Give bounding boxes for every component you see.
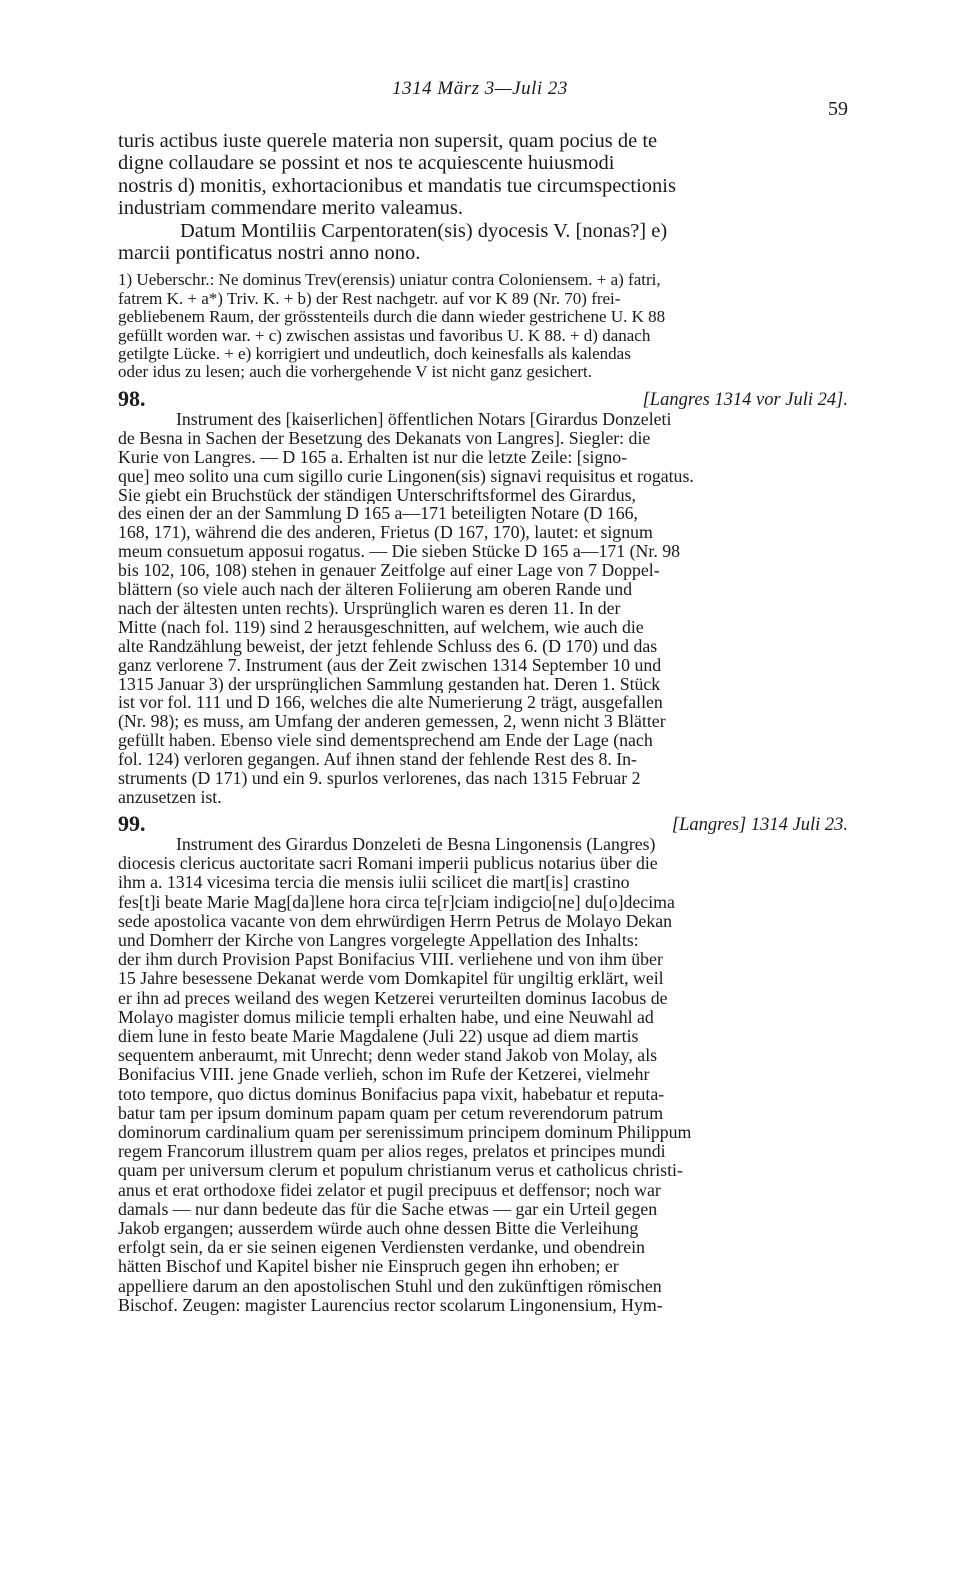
footnote-line: gebliebenem Raum, der grösstenteils durch die dann wieder gestrichene U. K 88 bbox=[118, 308, 666, 327]
regest-line: bis 102, 106, 108) stehen in genauer Zeitfolge auf einer Lage von 7 Doppel- bbox=[118, 561, 660, 581]
footnote-line: oder idus zu lesen; auch die vorhergehende V ist nicht ganz gesichert. bbox=[118, 363, 592, 382]
regest-line: des einen der an der Sammlung D 165 a—171 beteiligten Notare (D 166, bbox=[118, 504, 638, 524]
document-line: Bonifacius VIII. jene Gnade verlieh, schon im Rufe der Ketzerei, vielmehr bbox=[118, 1065, 650, 1085]
footnote-line: gefüllt worden war. + c) zwischen assistas und favoribus U. K 88. + d) danach bbox=[118, 326, 651, 345]
regest-line: meum consuetum apposui rogatus. — Die sieben Stücke D 165 a—171 (Nr. 98 bbox=[118, 542, 680, 562]
page-header bbox=[0, 78, 960, 120]
page-number: 59 bbox=[828, 98, 848, 120]
document-heading bbox=[118, 811, 848, 835]
footnotes bbox=[118, 271, 848, 381]
text-line: nostris d) monitis, exhortacionibus et mandatis tue circumspectionis bbox=[118, 174, 676, 197]
document-line: 15 Jahre besessene Dekanat werde vom Domkapitel für ungiltig erklärt, weil bbox=[118, 969, 664, 989]
text-line: industriam commendare merito valeamus. bbox=[118, 197, 463, 220]
text-line: Datum Montiliis Carpentoraten(sis) dyocesis V. [nonas?] e) bbox=[180, 219, 668, 242]
regest-line: ganz verlorene 7. Instrument (aus der Zeit zwischen 1314 September 10 und bbox=[118, 655, 662, 675]
document-heading bbox=[118, 386, 848, 410]
regest-line: anzusetzen ist. bbox=[118, 788, 222, 807]
footnote-line: 1) Ueberschr.: Ne dominus Trev(erensis) uniatur contra Coloniensem. + a) fatri, bbox=[118, 271, 661, 290]
document-line: diocesis clericus auctoritate sacri Romani imperii publicus notarius über die bbox=[118, 854, 658, 874]
document-number: 98. bbox=[118, 385, 146, 411]
document-line: Jakob ergangen; ausserdem würde auch ohne dessen Bitte die Verleihung bbox=[118, 1218, 639, 1238]
document-line: toto tempore, quo dictus dominus Bonifacius papa vixit, habebatur et reputa- bbox=[118, 1084, 665, 1104]
document-line: Instrument des Girardus Donzeleti de Besna Lingonensis (Langres) bbox=[176, 834, 656, 854]
document-line: Molayo magister domus milicie templi erhalten habe, und eine Neuwahl ad bbox=[118, 1007, 654, 1027]
regest-line: struments (D 171) und ein 9. spurlos verlorenes, das nach 1315 Februar 2 bbox=[118, 769, 641, 788]
document-number: 99. bbox=[118, 810, 146, 836]
document-line: anus et erat orthodoxe fidei zelator et pugil precipuus et deffensor; noch war bbox=[118, 1180, 661, 1200]
regest-line: 1315 Januar 3) der ursprünglichen Sammlung gestanden hat. Deren 1. Stück bbox=[118, 674, 661, 694]
regest-line: de Besna in Sachen der Besetzung des Dekanats von Langres]. Siegler: die bbox=[118, 428, 651, 448]
document-line: Bischof. Zeugen: magister Laurencius rector scolarum Lingonensium, Hym- bbox=[118, 1295, 663, 1315]
document-line: quam per universum clerum et populum christianum verus et catholicus christi- bbox=[118, 1161, 683, 1181]
regest-line: (Nr. 98); es muss, am Umfang der anderen gemessen, 2, wenn nicht 3 Blätter bbox=[118, 712, 666, 732]
document-line: appelliere darum an den apostolischen Stuhl und den zukünftigen römischen bbox=[118, 1276, 662, 1296]
regest-line: Mitte (nach fol. 119) sind 2 herausgeschnitten, auf welchem, wie auch die bbox=[118, 617, 644, 637]
page-body bbox=[118, 130, 848, 1315]
document-line: der ihm durch Provision Papst Bonifacius VIII. verliehene und von ihm über bbox=[118, 950, 663, 970]
document-line: regem Francorum illustrem quam per alios reges, prelatos et principes mundi bbox=[118, 1142, 666, 1162]
regest-line: ist vor fol. 111 und D 166, welches die alte Numerierung 2 trägt, ausgefallen bbox=[118, 693, 663, 713]
document-line: hätten Bischof und Kapitel bisher nie Einspruch gegen ihn erhoben; er bbox=[118, 1257, 619, 1277]
regest-line: Instrument des [kaiserlichen] öffentlichen Notars [Girardus Donzeleti bbox=[176, 409, 672, 429]
regest-line: alte Randzählung beweist, der jetzt fehlende Schluss des 6. (D 170) und das bbox=[118, 636, 658, 656]
main-text bbox=[118, 130, 848, 264]
document-98 bbox=[118, 386, 848, 807]
document-line: erfolgt sein, da er sie seinen eigenen Verdiensten verdanke, und obendrein bbox=[118, 1238, 645, 1258]
document-line: batur tam per ipsum dominum papam quam per cetum reverendorum patrum bbox=[118, 1103, 664, 1123]
document-line: sede apostolica vacante von dem ehrwürdigen Herrn Petrus de Molayo Dekan bbox=[118, 911, 672, 931]
document-line: ihm a. 1314 vicesima tercia die mensis iulii scilicet die mart[is] crastino bbox=[118, 873, 630, 893]
document-date: [Langres 1314 vor Juli 24]. bbox=[642, 389, 848, 410]
regest-line: 168, 171), während die des anderen, Frietus (D 167, 170), lautet: et signum bbox=[118, 523, 653, 543]
document-line: diem lune in festo beate Marie Magdalene (Juli 22) usque ad diem martis bbox=[118, 1026, 639, 1046]
document-date: [Langres] 1314 Juli 23. bbox=[671, 814, 848, 835]
text-line: marcii pontificatus nostri anno nono. bbox=[118, 242, 421, 265]
running-head: 1314 März 3—Juli 23 bbox=[392, 78, 568, 99]
document-line: und Domherr der Kirche von Langres vorgelegte Appellation des Inhalts: bbox=[118, 930, 639, 950]
regest-line: Kurie von Langres. — D 165 a. Erhalten ist nur die letzte Zeile: [signo- bbox=[118, 447, 628, 467]
footnote-line: getilgte Lücke. + e) korrigiert und undeutlich, doch keinesfalls als kalendas bbox=[118, 345, 631, 364]
document-line: dominorum cardinalium quam per serenissimum principem dominum Philippum bbox=[118, 1122, 692, 1142]
regest-line: nach der ältesten unten rechts). Ursprünglich waren es deren 11. In der bbox=[118, 598, 621, 618]
text-line: turis actibus iuste querele materia non supersit, quam pocius de te bbox=[118, 130, 658, 152]
footnote-line: fatrem K. + a*) Triv. K. + b) der Rest nachgetr. auf vor K 89 (Nr. 70) frei- bbox=[118, 289, 621, 308]
document-line: er ihn ad preces weiland des wegen Ketzerei verurteilten dominus Iacobus de bbox=[118, 988, 668, 1008]
text-line: digne collaudare se possint et nos te acquiescente huiusmodi bbox=[118, 152, 615, 175]
regest-line: fol. 124) verloren gegangen. Auf ihnen stand der fehlende Rest des 8. In- bbox=[118, 750, 637, 770]
document-line: damals — nur dann bedeute das für die Sache etwas — gar ein Urteil gegen bbox=[118, 1199, 658, 1219]
document-line: fes[t]i beate Marie Mag[da]lene hora circa te[r]ciam indigcio[ne] du[o]decima bbox=[118, 892, 675, 912]
document-line: sequentem anberaumt, mit Unrecht; denn weder stand Jakob von Molay, als bbox=[118, 1046, 658, 1066]
regest-line: Sie giebt ein Bruchstück der ständigen Unterschriftsformel des Girardus, bbox=[118, 485, 636, 505]
regest-line: que] meo solito una cum sigillo curie Lingonen(sis) signavi requisitus et rogatus. bbox=[118, 466, 694, 486]
regest-text bbox=[118, 410, 848, 807]
document-99 bbox=[118, 811, 848, 1315]
document-text bbox=[118, 835, 848, 1315]
regest-line: blättern (so viele auch nach der älteren Foliierung am oberen Rande und bbox=[118, 580, 632, 599]
regest-line: gefüllt haben. Ebenso viele sind dementsprechend am Ende der Lage (nach bbox=[118, 731, 653, 751]
